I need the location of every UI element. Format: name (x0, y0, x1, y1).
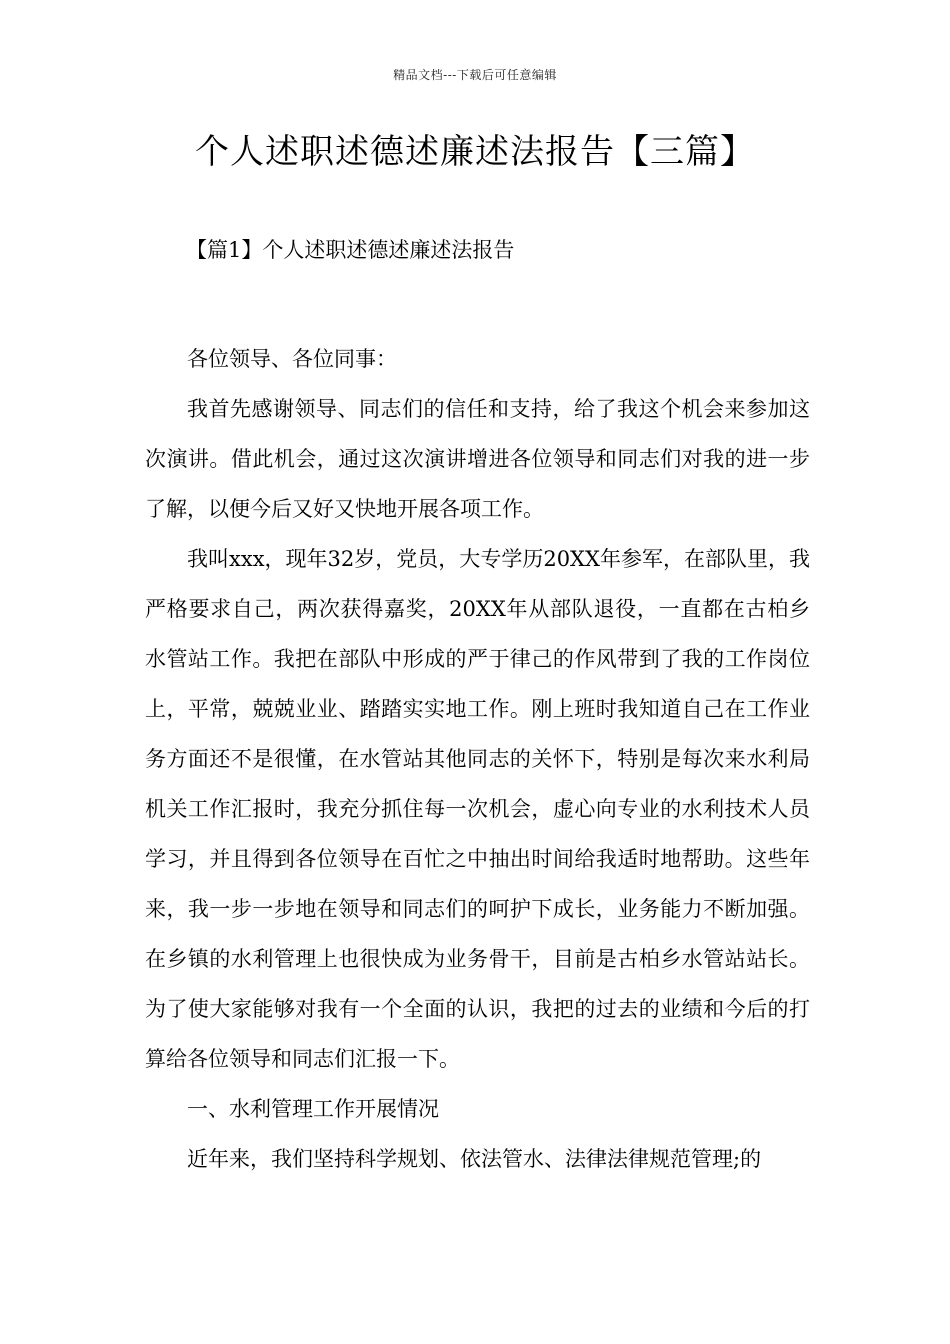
paragraph-introduction: 我叫xxx，现年32岁，党员，大专学历20XX年参军，在部队里，我严格要求自己，两次获得嘉奖，20XX年从部队退役，一直都在古柏乡水管站工作。我把在部队中形成的严于律己的作风带到了我的工作岗位上，平常，兢兢业业、踏踏实实地工作。刚上班时我知道自己在工作业务方面还不是很懂，在水管站其他同志的关怀下，特别是每次来水利局机关工作汇报时，我充分抓住每一次机会，虚心向专业的水利技术人员学习，并且得到各位领导在百忙之中抽出时间给我适时地帮助。这些年来，我一步一步地在领导和同志们的呵护下成长，业务能力不断加强。在乡镇的水利管理上也很快成为业务骨干，目前是古柏乡水管站站长。为了使大家能够对我有一个全面的认识，我把的过去的业绩和今后的打算给各位领导和同志们汇报一下。 (145, 547, 810, 1071)
section-heading: 【篇1】个人述职述德述廉述法报告 (186, 238, 515, 262)
document-title: 个人述职述德述廉述法报告【三篇】 (195, 132, 755, 172)
body-text (145, 334, 810, 1184)
paragraph-thanks: 我首先感谢领导、同志们的信任和支持，给了我这个机会来参加这次演讲。借此机会，通过这次演讲增进各位领导和同志们对我的进一步了解，以便今后又好又快地开展各项工作。 (145, 397, 810, 521)
paragraph-salutation: 各位领导、各位同事： (187, 347, 397, 371)
paragraph-recent-years: 近年来，我们坚持科学规划、依法管水、法律法律规范管理;的 (187, 1147, 762, 1171)
header-note: 精品文档---下载后可任意编辑 (393, 68, 557, 82)
paragraph-subheading: 一、水利管理工作开展情况 (187, 1097, 439, 1121)
